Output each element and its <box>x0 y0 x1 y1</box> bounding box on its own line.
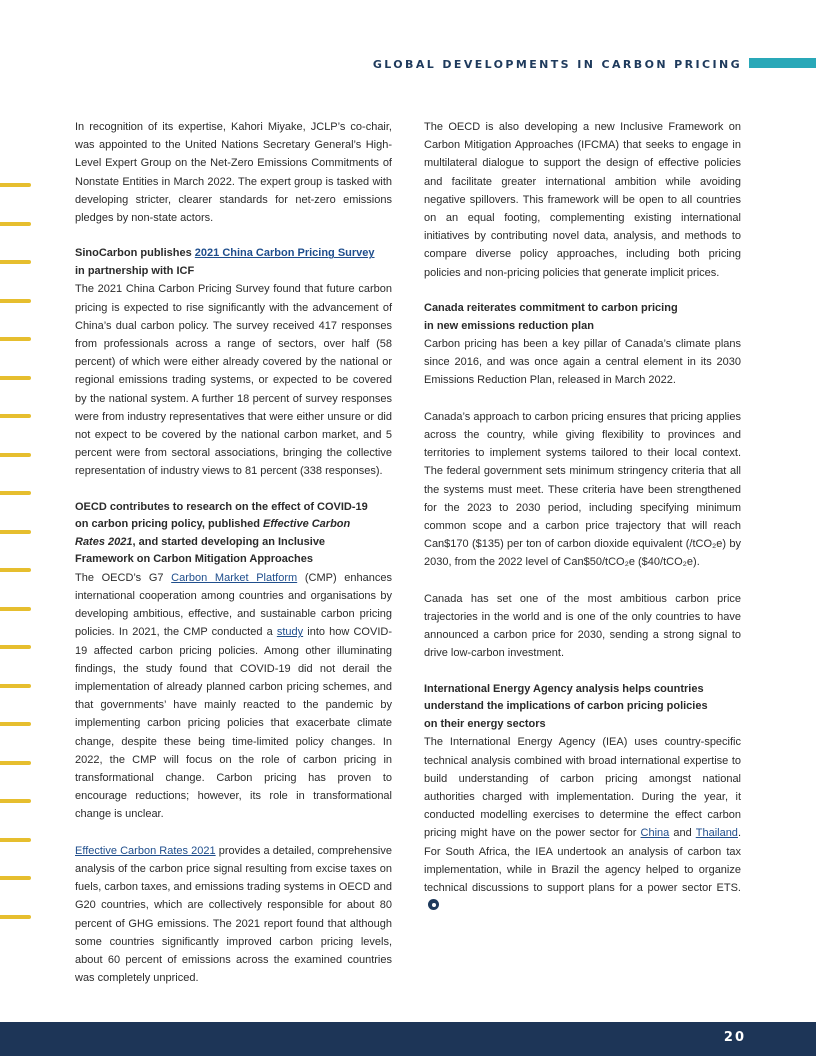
dash <box>0 530 31 534</box>
paragraph-iea <box>424 733 741 915</box>
dash <box>0 761 31 765</box>
end-of-article-icon <box>428 899 439 910</box>
right-column <box>424 118 741 915</box>
header-accent-bar <box>749 58 816 68</box>
dash <box>0 414 31 418</box>
paragraph-canada-approach: Canada’s approach to carbon pricing ensures that pricing applies across the country, while giving flexibility to provinces and territories to implement systems tailored to their local context. The federal government sets minimum stringency criteria that all the systems must meet. These criteria have been strengthened for the 2023 to 2030 period, including specifying minimum common scope and a carbon price trajectory that will reach Can$170 ($135) per ton of carbon dioxide equivalent (/tCO₂e) by 2030, from the 2022 level of Can$50/tCO₂e ($40/tCO₂e). <box>424 410 741 569</box>
link-study[interactable]: study <box>276 626 304 639</box>
heading-text: in new emissions reduction plan <box>424 319 594 332</box>
dash <box>0 645 31 649</box>
dash <box>0 183 31 187</box>
dash <box>0 915 31 919</box>
dash <box>0 260 31 264</box>
paragraph-ifcma: The OECD is also developing a new Inclusive Framework on Carbon Mitigation Approaches (IFCMA) that seeks to engage in multilateral dialogue to support the design of effective policies and facilitate greater international ambition while avoiding negative spillovers. This framework will be open to all countries on an equal footing, complementing existing international initiatives by contributing novel data, analysis, and methods to compare diverse policy approaches, including both pricing policies and non-pricing policies that generate implicit prices. <box>424 121 741 279</box>
paragraph-jclp: In recognition of its expertise, Kahori Miyake, JCLP’s co-chair, was appointed to the United Nations Secretary General’s High-Level Expert Group on the Net-Zero Emissions Commitments of Nonstate Entities in March 2022. The expert group is tasked with developing stricter, clearer standards for net-zero emissions pledges by non-state actors. <box>75 121 392 225</box>
dash <box>0 337 31 341</box>
dash <box>0 376 31 380</box>
dash <box>0 299 31 303</box>
heading-text: International Energy Agency analysis helps countries <box>424 682 704 695</box>
heading-text: Canada reiterates commitment to carbon pricing <box>424 302 678 315</box>
heading-text: SinoCarbon publishes <box>75 247 195 260</box>
heading-italic: Rates 2021 <box>75 535 133 548</box>
dash <box>0 722 31 726</box>
paragraph-effective-carbon-rates <box>75 842 392 988</box>
link-effective-carbon-rates-2021[interactable]: Effective Carbon Rates 2021 <box>75 844 216 857</box>
text: and <box>669 827 696 840</box>
text: The International Energy Agency (IEA) uses country-specific technical analysis combined with broad international expertise to build understanding of carbon pricing amongst national authorities charged with implementation. During the year, it conducted modelling exercises to determine the effect carbon pricing might have on the power sector for <box>424 736 741 840</box>
dash <box>0 568 31 572</box>
text: provides a detailed, comprehensive analysis of the carbon price signal resulting from excise taxes on fuels, carbon taxes, and emissions trading systems in OECD and G20 countries, which are collectively responsible for about 80 percent of GHG emissions. The 2021 report found that although some countries significantly improved carbon pricing levels, about 60 percent of emissions across the examined countries was completely unpriced. <box>75 844 392 985</box>
text: The OECD’s G7 <box>75 571 172 584</box>
page-number: 20 <box>723 1030 746 1045</box>
dash <box>0 838 31 842</box>
heading-italic: Effective Carbon <box>263 518 351 531</box>
text: (CMP) enhances international cooperation among countries and organisations by developing ambitious, effective, and sustainable carbon pricing policies. In 2021, the CMP conducted a <box>75 571 392 639</box>
heading-text: OECD contributes to research on the effect of COVID-19 <box>75 500 368 513</box>
dash <box>0 684 31 688</box>
dash <box>0 491 31 495</box>
heading-text: Framework on Carbon Mitigation Approaches <box>75 553 313 566</box>
heading-text: , and started developing an Inclusive <box>132 535 326 548</box>
dash <box>0 453 31 457</box>
heading-oecd <box>75 499 392 569</box>
link-china[interactable]: China <box>640 827 670 840</box>
paragraph-canada-trajectory: Canada has set one of the most ambitious carbon price trajectories in the world and is one of the only countries to have announced a carbon price for 2030, sending a strong signal to drive low-carbon investment. <box>424 592 741 660</box>
heading-text: on carbon pricing policy, published <box>75 518 264 531</box>
heading-sinocarbon <box>75 245 392 280</box>
heading-text: on their energy sectors <box>424 717 546 730</box>
heading-text: in partnership with ICF <box>75 264 195 277</box>
link-carbon-market-platform[interactable]: Carbon Market Platform <box>171 571 298 584</box>
dash <box>0 799 31 803</box>
paragraph-cmp <box>75 569 392 824</box>
link-thailand[interactable]: Thailand <box>695 827 738 840</box>
heading-iea <box>424 681 741 734</box>
text: . For South Africa, the IEA undertook an analysis of carbon tax implementation, while in Brazil the agency helped to organize technical discussions to support plans for a power sector ETS. <box>424 827 741 894</box>
dash <box>0 607 31 611</box>
dash <box>0 222 31 226</box>
paragraph-canada-plan: Carbon pricing has been a key pillar of Canada’s climate plans since 2016, and was once again a central element in its 2030 Emissions Reduction Plan, released in March 2022. <box>424 338 741 387</box>
heading-text: understand the implications of carbon pricing policies <box>424 700 708 713</box>
header-title: GLOBAL DEVELOPMENTS IN CARBON PRICING <box>372 58 742 71</box>
dash <box>0 876 31 880</box>
link-china-carbon-pricing-survey[interactable]: 2021 China Carbon Pricing Survey <box>194 247 375 260</box>
left-column <box>75 118 392 987</box>
text: into how COVID-19 affected carbon pricing policies. Among other illuminating findings, the study found that COVID-19 did not derail the implementation of already planned carbon pricing schemes, and that governments’ have mainly reacted to the pandemic by implementing carbon pricing policies that exacerbate climate change, despite these being time-limited policy changes. In 2022, the CMP will focus on the role of carbon pricing in transformational change. Carbon pricing has proven to encourage reductions; however, its role in transformational change is unclear. <box>75 626 392 821</box>
heading-canada <box>424 300 741 335</box>
footer-bar <box>0 1022 816 1056</box>
paragraph-survey: The 2021 China Carbon Pricing Survey found that future carbon pricing is expected to rise significantly with the advancement of China’s dual carbon policy. The survey received 417 responses from professionals across a range of sectors, over half (58 percent) of which were either already covered by the national or regional emissions trading systems, or expected to be covered by the national system. A further 18 percent of survey responses were from industry representatives that were either unsure or did not expect to be covered by the national carbon market, and 5 percent were from sectoral associations, bringing the collective representation of industry views to 81 percent (338 responses). <box>75 283 392 478</box>
